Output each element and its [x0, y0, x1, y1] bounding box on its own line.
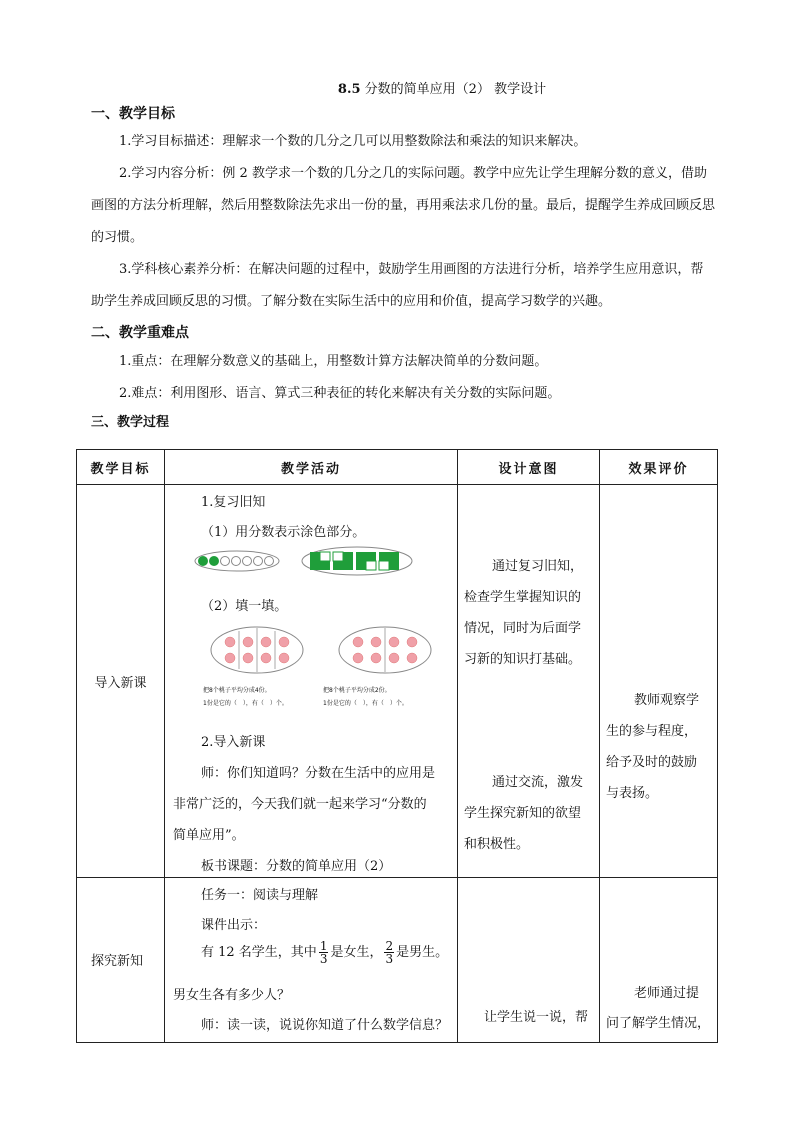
squares-figure	[300, 545, 414, 577]
square-shape	[379, 552, 399, 570]
table-header: 教学目标	[77, 450, 165, 485]
intent-line: 让学生说一说，帮	[484, 1010, 589, 1025]
activity-line: 简单应用”。	[173, 828, 245, 843]
fraction-two-thirds	[384, 940, 394, 965]
teaching-process-table	[76, 449, 718, 1043]
table-row	[77, 485, 718, 878]
section-heading-difficulties: 二、教学重难点	[91, 325, 189, 341]
peach-icon	[243, 637, 253, 647]
activity-line: 师：读一读，说说你知道了什么数学信息？	[201, 1018, 449, 1033]
peach-caption: 把8个桃子平均分成4份。	[203, 687, 271, 694]
section-heading-goals: 一、教学目标	[91, 106, 175, 122]
problem-text: 是女生，	[330, 945, 383, 960]
evaluation-line: 给予及时的鼓励	[606, 755, 698, 770]
peach-icon	[407, 653, 417, 663]
intent-line: 检查学生掌握知识的	[464, 590, 582, 605]
activity-line: 板书课题：分数的简单应用（2）	[201, 859, 392, 874]
problem-text: 有 12 名学生，其中	[201, 945, 317, 960]
table-header: 效果评价	[600, 450, 718, 485]
peach-icon	[389, 637, 399, 647]
table-header: 教学活动	[165, 450, 458, 485]
activity-line: 非常广泛的，今天我们就一起来学习“分数的	[173, 797, 427, 812]
activity-cell	[165, 485, 458, 878]
intent-cell	[458, 485, 600, 878]
goal-label: 导入新课	[94, 675, 147, 691]
goal-label: 探究新知	[91, 954, 144, 969]
goal-paragraph-3: 3.学科核心素养分析：在解决问题的过程中，鼓励学生用画图的方法进行分析，培养学生应用意识，帮助学生养成回顾反思的习惯。了解分数在实际生活中的应用和价值，提高学习数学的兴趣。	[91, 262, 704, 309]
circle-empty	[243, 557, 252, 566]
evaluation-cell	[600, 878, 718, 1043]
square-shape	[310, 552, 330, 570]
peach-icon	[371, 653, 381, 663]
peach-icon	[261, 653, 271, 663]
fraction-numerator: 2	[385, 939, 394, 953]
peach-caption: 1份是它的（ ），有（ ）个。	[203, 700, 288, 707]
activity-line: （2）填一填。	[201, 599, 288, 614]
fraction-numerator: 1	[319, 939, 328, 953]
evaluation-cell	[600, 485, 718, 878]
activity-line: 师：你们知道吗？分数在生活中的应用是	[201, 766, 436, 781]
peach-icon	[407, 637, 417, 647]
page-title	[0, 78, 794, 97]
circle-empty	[221, 557, 230, 566]
evaluation-line: 生的参与程度，	[606, 724, 698, 739]
title-number: 8.5	[337, 82, 361, 97]
activity-cell	[165, 878, 458, 1043]
peaches-figure-2	[337, 625, 433, 675]
circle-shaded	[199, 557, 208, 566]
peach-icon	[353, 637, 363, 647]
table-header-row	[77, 450, 718, 485]
square-shape	[333, 552, 353, 570]
intent-line: 通过复习旧知，	[492, 559, 584, 574]
activity-line: 男女生各有多少人？	[173, 988, 291, 1003]
peach-icon	[225, 637, 235, 647]
table-header: 设计意图	[458, 450, 600, 485]
problem-statement	[201, 940, 448, 966]
circle-empty	[232, 557, 241, 566]
intent-line: 情况，同时为后面学	[464, 621, 582, 636]
circle-shaded	[210, 557, 219, 566]
difficulty-paragraph-1: 1.重点：在理解分数意义的基础上，用整数计算方法解决简单的分数问题。	[119, 354, 548, 369]
peach-icon	[371, 637, 381, 647]
circles-figure	[193, 549, 281, 573]
activity-line: （1）用分数表示涂色部分。	[201, 525, 366, 540]
peach-icon	[389, 653, 399, 663]
section-heading-process: 三、教学过程	[91, 415, 170, 430]
circle-empty	[265, 557, 274, 566]
goal-cell	[77, 878, 165, 1043]
peaches-figure-4	[209, 625, 305, 675]
peach-icon	[225, 653, 235, 663]
activity-line: 任务一：阅读与理解	[201, 888, 319, 903]
goal-paragraph-1: 1.学习目标描述：理解求一个数的几分之几可以用整数除法和乘法的知识来解决。	[119, 134, 587, 149]
evaluation-line: 问了解学生情况，	[606, 1016, 711, 1031]
peach-caption: 1份是它的（ ），有（ ）个。	[323, 700, 408, 707]
peach-icon	[279, 637, 289, 647]
square-shape	[356, 552, 376, 570]
intent-line: 和积极性。	[464, 837, 530, 852]
problem-text: 是男生。	[396, 945, 449, 960]
fraction-denominator: 3	[319, 952, 328, 966]
activity-line: 课件出示：	[201, 918, 267, 933]
activity-line: 1.复习旧知	[201, 495, 266, 510]
table-row	[77, 878, 718, 1043]
difficulty-paragraph-2: 2.难点：利用图形、语言、算式三种表征的转化来解决有关分数的实际问题。	[119, 386, 561, 401]
fraction-denominator: 3	[385, 952, 394, 966]
peach-caption: 把8个桃子平均分成2份。	[323, 687, 391, 694]
intent-cell	[458, 878, 600, 1043]
evaluation-line: 教师观察学	[634, 693, 700, 708]
intent-line: 学生探究新知的欲望	[464, 806, 582, 821]
peach-icon	[279, 653, 289, 663]
evaluation-line: 与表扬。	[606, 786, 659, 801]
intent-line: 习新的知识打基础。	[464, 652, 582, 667]
intent-line: 通过交流，激发	[492, 775, 584, 790]
goal-cell	[77, 485, 165, 878]
fraction-one-third	[319, 940, 329, 965]
peach-icon	[353, 653, 363, 663]
activity-line: 2.导入新课	[201, 735, 266, 750]
circle-empty	[254, 557, 263, 566]
goal-paragraph-2: 2.学习内容分析：例 2 教学求一个数的几分之几的实际问题。教学中应先让学生理解分数的意义，借助画图的方法分析理解，然后用整数除法先求出一份的量，再用乘法求几份的量。最后，提醒学生养成回顾反思的习惯。	[91, 166, 716, 245]
peach-icon	[261, 637, 271, 647]
evaluation-line: 老师通过提	[634, 986, 700, 1001]
title-text: 分数的简单应用（2） 教学设计	[364, 82, 547, 97]
peach-icon	[243, 653, 253, 663]
